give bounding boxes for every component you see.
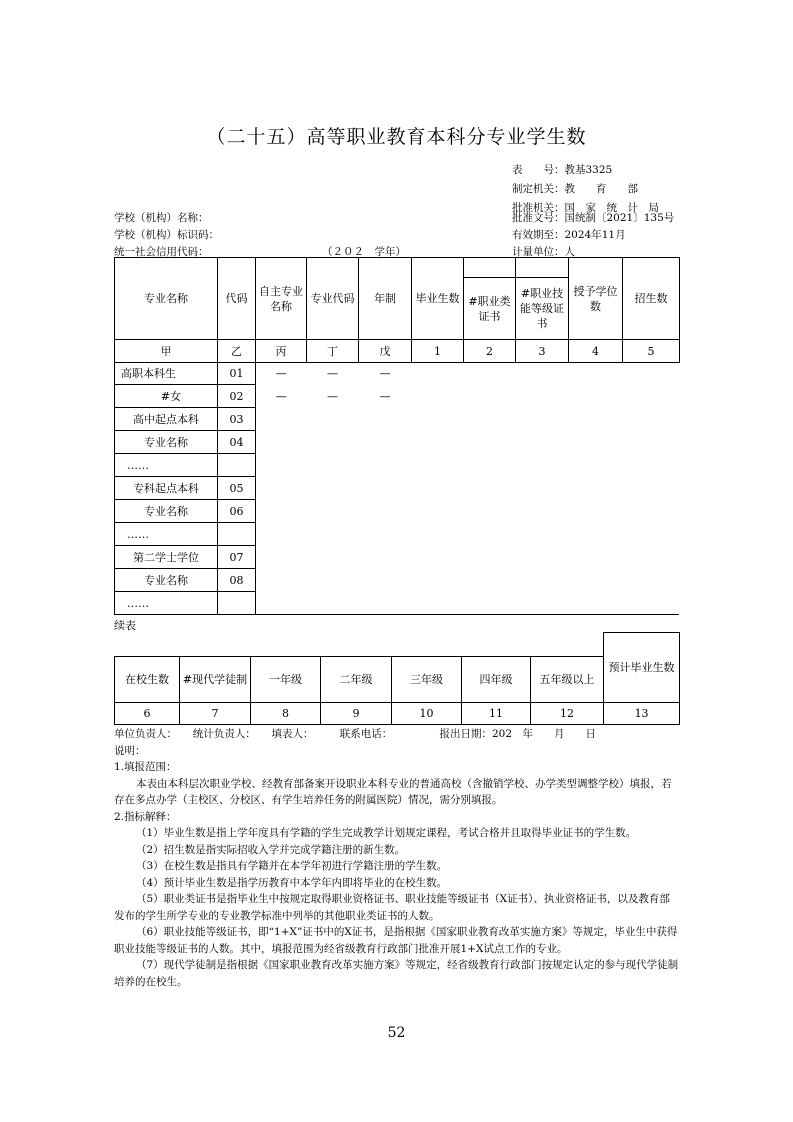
note-line: （6）职业技能等级证书，即“1+X”证书中的X证书，是指根据《国家职业教育改革实施方案》等规定，毕业生中获得职业技能等级证书的人数。其中，填报范围为经省级教育行政部门批准开展1+X试点工作的专业。 — [114, 926, 678, 955]
row-blank — [256, 546, 680, 569]
meta-approver: 批准机关：国 家 统 计 局 — [512, 202, 659, 214]
row-blank — [256, 592, 680, 615]
header-expected-graduates: 预计毕业生数 — [604, 633, 680, 703]
code-8: 8 — [251, 703, 321, 725]
row-dash: — — [275, 389, 287, 403]
table-row — [115, 431, 680, 454]
code-4: 4 — [569, 340, 623, 363]
row-name: …… — [115, 454, 218, 477]
code-12: 12 — [531, 703, 604, 725]
row-code — [218, 592, 256, 615]
signature-line: 单位负责人： 统计负责人： 填表人： 联系电话： 报出日期：202 年 月 日 — [114, 728, 597, 740]
row-code — [218, 454, 256, 477]
code-9: 9 — [321, 703, 392, 725]
table-row — [115, 363, 680, 385]
row-name: …… — [115, 592, 218, 615]
major-student-table — [114, 257, 680, 615]
page-title: （二十五）高等职业教育本科分专业学生数 — [206, 126, 587, 148]
code-wu: 戊 — [359, 340, 412, 363]
row-name: 专科起点本科 — [115, 477, 218, 500]
table-row — [115, 408, 680, 431]
notes-block — [114, 759, 680, 990]
table-row — [115, 454, 680, 477]
code-1: 1 — [412, 340, 464, 363]
header-grade-2: 二年级 — [321, 657, 392, 703]
table-divider — [114, 614, 679, 615]
school-year-label: （２０２ 学年） — [322, 246, 406, 258]
row-dash: — — [379, 367, 391, 381]
header-self-major-name: 自主专业名称 — [256, 258, 307, 340]
meta-form-number: 表 号：教基3325 — [512, 164, 613, 176]
table-row — [115, 546, 680, 569]
header-grade-1: 一年级 — [251, 657, 321, 703]
code-yi: 乙 — [218, 340, 256, 363]
note-line: 1.填报范围： — [114, 761, 177, 773]
header-apprentice: #现代学徒制 — [180, 657, 251, 703]
code-2: 2 — [464, 340, 516, 363]
header-grade-4: 四年级 — [462, 657, 531, 703]
row-code: 01 — [218, 363, 256, 385]
page-number: 52 — [387, 1025, 406, 1041]
row-blank — [256, 477, 680, 500]
row-blank — [412, 385, 680, 408]
continued-table — [114, 632, 680, 725]
table-row — [115, 500, 680, 523]
header-blank-3 — [516, 258, 569, 278]
header-enroll: 招生数 — [623, 258, 680, 340]
row-code — [218, 523, 256, 546]
meta-unit: 计量单位：人 — [512, 246, 575, 258]
row-code: 05 — [218, 477, 256, 500]
row-code: 03 — [218, 408, 256, 431]
table-row — [115, 569, 680, 592]
row-blank — [256, 523, 680, 546]
row-code: 06 — [218, 500, 256, 523]
row-name: 专业名称 — [115, 500, 218, 523]
row-name: 高职本科生 — [115, 363, 218, 385]
header-degree: 授予学位数 — [569, 258, 623, 340]
header-enrolled: 在校生数 — [115, 657, 180, 703]
header-major-code: 专业代码 — [307, 258, 359, 340]
row-blank — [412, 363, 680, 385]
row-code: 08 — [218, 569, 256, 592]
table-row — [115, 523, 680, 546]
row-name: …… — [115, 523, 218, 546]
row-code: 04 — [218, 431, 256, 454]
header-graduates: 毕业生数 — [412, 258, 464, 340]
meta-approval-number: 批准文号：国统制〔2021〕135号 — [512, 212, 675, 224]
meta-valid-until: 有效期至：2024年11月 — [512, 229, 626, 241]
row-dash: — — [327, 367, 338, 381]
header-voc-cert: #职业类证书 — [464, 278, 516, 340]
code-13: 13 — [604, 703, 680, 725]
school-name-label: 学校（机构）名称： — [114, 212, 209, 224]
note-line: （4）预计毕业生数是指学历教育中本学年内即将毕业的在校生数。 — [136, 876, 448, 889]
code-6: 6 — [115, 703, 180, 725]
code-bing: 丙 — [256, 340, 307, 363]
header-major-name: 专业名称 — [115, 258, 218, 340]
table-row — [115, 592, 680, 615]
header-blank-2 — [464, 258, 516, 278]
header-grade-5-plus: 五年级以上 — [531, 657, 604, 703]
code-10: 10 — [392, 703, 462, 725]
header-skill-cert: #职业技能等级证书 — [516, 278, 569, 340]
row-blank — [256, 569, 680, 592]
row-name: #女 — [115, 385, 218, 408]
row-dash: — — [379, 389, 391, 403]
header-duration: 年制 — [359, 258, 412, 340]
note-line: （3）在校生数是指具有学籍并在本学年初进行学籍注册的学生数。 — [136, 860, 448, 872]
row-name: 第二学士学位 — [115, 546, 218, 569]
note-line: （5）职业类证书是指毕业生中按规定取得职业资格证书、职业技能等级证书（X证书）、执业资格证书，以及教育部发布的学生所学专业的专业教学标准中列举的其他职业类证书的人数。 — [114, 893, 670, 922]
row-blank — [256, 408, 680, 431]
code-11: 11 — [462, 703, 531, 725]
note-line: （7）现代学徒制是指根据《国家职业教育改革实施方案》等规定，经省级教育行政部门按规定认定的参与现代学徒制培养的在校生。 — [114, 959, 679, 988]
row-code: 07 — [218, 546, 256, 569]
note-line: （1）毕业生数是指上学年度具有学籍的学生完成教学计划规定课程，考试合格并且取得毕业证书的学生数。 — [136, 827, 637, 839]
code-5: 5 — [623, 340, 680, 363]
row-name: 专业名称 — [115, 431, 218, 454]
header-grade-3: 三年级 — [392, 657, 462, 703]
row-blank — [256, 500, 680, 523]
t2-blank-top — [115, 633, 604, 657]
note-line: （2）招生数是指实际招收入学并完成学籍注册的新生数。 — [136, 843, 406, 856]
credit-code-label: 统一社会信用代码： — [114, 246, 209, 258]
meta-issuer: 制定机关：教 育 部 — [512, 183, 638, 195]
note-line: 2.指标解释： — [114, 810, 177, 823]
row-name: 专业名称 — [115, 569, 218, 592]
code-7: 7 — [180, 703, 251, 725]
row-blank — [256, 431, 680, 454]
school-code-label: 学校（机构）标识码： — [114, 229, 219, 241]
code-ding: 丁 — [307, 340, 359, 363]
row-dash: — — [327, 389, 338, 403]
code-jia: 甲 — [115, 340, 218, 363]
row-blank — [256, 454, 680, 477]
table-row — [115, 385, 680, 408]
row-name: 高中起点本科 — [115, 408, 218, 431]
code-3: 3 — [516, 340, 569, 363]
note-line: 本表由本科层次职业学校、经教育部备案开设职业本科专业的普通高校（含撤销学校、办学类型调整学校）填报，若存在多点办学（主校区、分校区、有学生培养任务的附属医院）情况，需分别填报。 — [114, 777, 672, 806]
row-code: 02 — [218, 385, 256, 408]
continued-label: 续表 — [114, 619, 136, 632]
table-row — [115, 477, 680, 500]
header-code: 代码 — [218, 258, 256, 340]
notes-label: 说明： — [114, 745, 146, 757]
row-dash: — — [275, 367, 287, 381]
